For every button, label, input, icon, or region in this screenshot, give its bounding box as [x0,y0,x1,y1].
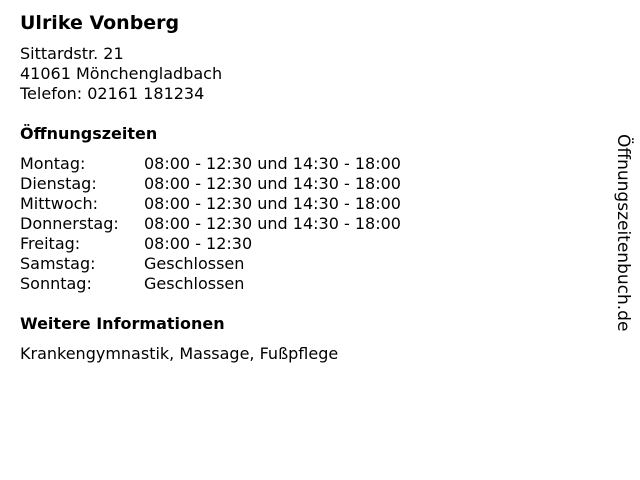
day-label: Samstag: [20,254,96,273]
hours-row-thursday [20,214,580,234]
day-hours: 08:00 - 12:30 und 14:30 - 18:00 [144,194,401,213]
hours-row-wednesday [20,194,580,214]
business-card [20,10,580,364]
more-info-text: Krankengymnastik, Massage, Fußpflege [20,344,339,363]
day-hours: 08:00 - 12:30 und 14:30 - 18:00 [144,214,401,233]
day-label: Dienstag: [20,174,97,193]
opening-hours-table [20,154,580,294]
day-label: Mittwoch: [20,194,98,213]
day-label: Montag: [20,154,86,173]
day-label: Sonntag: [20,274,92,293]
site-watermark: Öffnungszeitenbuch.de [613,134,633,332]
phone-number: Telefon: 02161 181234 [20,84,205,103]
day-hours: 08:00 - 12:30 und 14:30 - 18:00 [144,154,401,173]
hours-row-friday [20,234,580,254]
day-label: Donnerstag: [20,214,119,233]
day-label: Freitag: [20,234,81,253]
city-address: 41061 Mönchengladbach [20,64,223,83]
hours-row-saturday [20,254,580,274]
business-name: Ulrike Vonberg [20,12,180,34]
hours-row-tuesday [20,174,580,194]
hours-row-sunday [20,274,580,294]
day-hours: Geschlossen [144,274,245,293]
opening-hours-title: Öffnungszeiten [20,124,158,143]
more-info-title: Weitere Informationen [20,314,225,333]
street-address: Sittardstr. 21 [20,44,124,63]
hours-row-monday [20,154,580,174]
address-block [20,44,580,104]
day-hours: 08:00 - 12:30 und 14:30 - 18:00 [144,174,401,193]
day-hours: Geschlossen [144,254,245,273]
day-hours: 08:00 - 12:30 [144,234,253,253]
